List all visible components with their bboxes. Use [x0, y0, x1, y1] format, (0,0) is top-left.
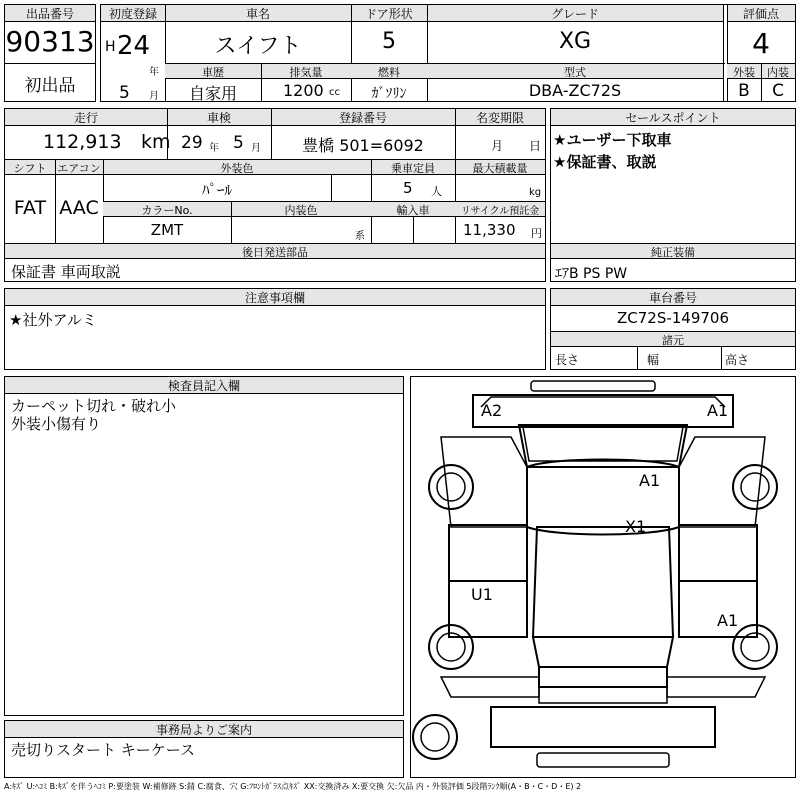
color-label: 外装色 — [103, 160, 371, 175]
color-number: ZMT — [150, 221, 184, 239]
door-label: ドア形状 — [351, 5, 427, 22]
car-diagram-svg — [411, 377, 795, 777]
damage-diagram — [410, 376, 796, 778]
int-color-unit: 系 — [355, 231, 365, 242]
month-unit: 月 — [149, 91, 159, 102]
office-block — [4, 720, 404, 778]
mileage-label: 走行 — [5, 109, 167, 126]
ext-label: 外装 — [727, 64, 761, 79]
first-reg-label: 初度登録 — [101, 5, 165, 22]
equipment: ｴｱB PS PW — [555, 266, 628, 282]
inspection-month-unit: 月 — [251, 143, 261, 154]
inspection-month: 5 — [233, 133, 244, 153]
recycle-fee: 11,330 — [463, 221, 516, 239]
int-color-label: 内装色 — [231, 202, 371, 217]
lot-number-block — [4, 4, 96, 102]
caution-label: 注意事項欄 — [5, 289, 545, 306]
inspector-note-1: カーペット切れ・破れ小 — [11, 397, 177, 415]
inspector-label: 検査員記入欄 — [5, 377, 403, 394]
inspection-year: 29 — [181, 133, 203, 153]
chassis-block — [550, 288, 796, 370]
model: DBA-ZC72S — [528, 81, 622, 100]
inspection-label: 車検 — [167, 109, 271, 126]
inspector-note-2: 外装小傷有り — [11, 415, 102, 433]
equipment-label: 純正装備 — [551, 244, 795, 259]
doors: 5 — [382, 29, 396, 54]
height-label: 高さ — [725, 353, 750, 367]
damage-x1: X1 — [625, 517, 647, 536]
exterior-color: ﾊﾟｰﾙ — [201, 181, 232, 199]
later-parts: 保証書 車両取説 — [11, 263, 121, 281]
sales-point-1: ★ユーザー下取車 — [553, 131, 672, 149]
width-label: 幅 — [647, 353, 660, 367]
capacity-label: 乗車定員 — [371, 160, 455, 175]
shift-label: シフト — [5, 160, 55, 175]
nc-day-unit: 日 — [529, 139, 542, 153]
year-unit: 年 — [149, 67, 159, 78]
shift: FAT — [13, 197, 47, 219]
car-name-label: 車名 — [165, 5, 351, 22]
ac-label: エアコン — [55, 160, 103, 175]
recycle-unit: 円 — [531, 227, 542, 240]
max-load-unit: kg — [529, 187, 542, 198]
damage-a1-rear: A1 — [717, 611, 739, 630]
ac: AAC — [59, 197, 99, 219]
reg-no-label: 登録番号 — [271, 109, 455, 126]
history: 自家用 — [188, 84, 237, 103]
chassis-number: ZC72S-149706 — [616, 309, 730, 327]
model-label: 型式 — [427, 64, 723, 79]
damage-u1: U1 — [471, 585, 493, 604]
era: H — [105, 39, 116, 55]
later-parts-label: 後日発送部品 — [5, 244, 545, 259]
sales-point-label: セールスポイント — [551, 109, 795, 126]
damage-a1-hood: A1 — [639, 471, 661, 490]
first-reg-month: 5 — [119, 83, 130, 103]
spec-block — [4, 108, 546, 282]
fuel: ｶﾞｿﾘﾝ — [371, 86, 407, 102]
name-change-label: 名変期限 — [455, 109, 545, 126]
lot-number-label: 出品番号 — [5, 5, 95, 22]
office-label: 事務局よりご案内 — [5, 721, 403, 738]
first-reg-year: 24 — [117, 31, 151, 61]
inspection-year-unit: 年 — [209, 143, 219, 154]
damage-a2: A2 — [481, 401, 503, 420]
first-listing: 初出品 — [24, 76, 76, 96]
score-label: 評価点 — [727, 5, 795, 22]
sales-block — [550, 108, 796, 282]
mileage-unit: km — [141, 131, 171, 153]
history-label: 車歴 — [165, 64, 261, 79]
dims-label: 諸元 — [551, 332, 795, 347]
vehicle-info-block — [100, 4, 796, 102]
reg-number: 豊橋 501=6092 — [302, 136, 424, 155]
int-label: 内装 — [761, 64, 795, 79]
displacement: 1200 — [283, 81, 324, 100]
capacity-unit: 人 — [431, 185, 442, 198]
capacity: 5 — [403, 179, 413, 197]
caution-text: ★社外アルミ — [9, 311, 97, 329]
recycle-label: リサイクル預託金 — [455, 202, 545, 217]
inspector-block — [4, 376, 404, 716]
lot-number: 90313 — [5, 25, 95, 58]
int-score: C — [772, 81, 784, 101]
import-label: 輸入車 — [371, 202, 455, 217]
grade-label: グレード — [427, 5, 723, 22]
ext-score: B — [738, 81, 750, 101]
sales-point-2: ★保証書、取説 — [553, 153, 657, 171]
color-no-label: カラーNo. — [103, 202, 231, 217]
chassis-label: 車台番号 — [551, 289, 795, 306]
displacement-label: 排気量 — [261, 64, 351, 79]
length-label: 長さ — [555, 353, 580, 367]
office-text: 売切りスタート キーケース — [11, 741, 196, 759]
displacement-unit: cc — [329, 87, 340, 98]
score: 4 — [752, 27, 770, 60]
nc-month-unit: 月 — [491, 139, 504, 153]
grade: XG — [558, 29, 592, 54]
car-name: スイフト — [214, 34, 302, 59]
legend: A:ｷｽﾞ U:ﾍｺﾐ B:ｷｽﾞを伴うﾍｺﾐ P:要塗装 W:補修跡 S:錆 C:腐食、穴 G:ﾌﾛﾝﾄｶﾞﾗｽ点ｷｽﾞ XX:交換済み X:要交換 欠:欠品 内・外装評価 5段階ﾗﾝｸ順(A・B・C・D・E) 2 — [4, 782, 582, 791]
damage-a1-top: A1 — [707, 401, 729, 420]
fuel-label: 燃料 — [351, 64, 427, 79]
max-load-label: 最大積載量 — [455, 160, 545, 175]
caution-block — [4, 288, 546, 370]
mileage: 112,913 — [43, 131, 122, 153]
